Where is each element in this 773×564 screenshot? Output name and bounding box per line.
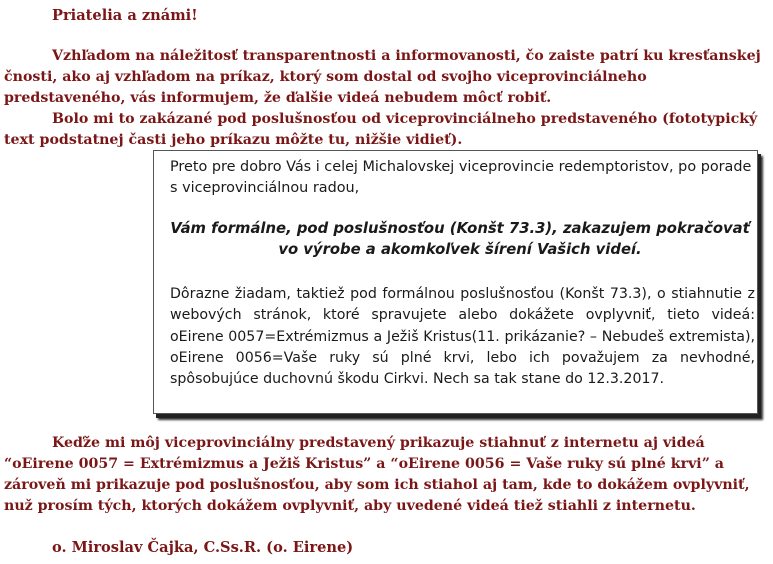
order-statement: Vám formálne, pod poslušnosťou (Konšt 73.3), zakazujem pokračovať vo výrobe a akomkoľvek šírení Vašich videí. — [170, 220, 750, 258]
scanned-order-excerpt — [153, 150, 758, 414]
paragraph-request: Keďže mi môj viceprovinciálny predstavený prikazuje stiahnuť z internetu aj videá “oEirene 0057 = Extrémizmus a Ježiš Kristus” a “oEirene 0056 = Vaše ruky sú plné krvi” a zároveň mi prikazuje pod poslušnosťou, aby som ich stiahol aj tam, kde to dokážem ovplyvniť, nuž prosím tých, ktorých dokážem ovplyvniť, aby uvedené videá tiež stiahli z internetu. — [4, 435, 750, 514]
greeting: Priatelia a známi! — [52, 7, 198, 24]
paragraph-prohibition: Bolo mi to zakázané pod poslušnosťou od viceprovinciálneho predstaveného (fototypický text podstatnej časti jeho príkazu môžte tu, nižšie vidieť). — [4, 111, 758, 148]
order-request: Dôrazne žiadam, taktiež pod formálnou poslušnosťou (Konšt 73.3), o stiahnutie z webových stránok, ktoré spravujete alebo dokážete ovplyvniť, tieto videá: oEirene 0057=Extrémizmus a Ježiš Kristus(11. prikázanie? – Nebudeš extremista), oEirene 0056=Vaše ruky sú plné krvi, lebo ich považujem za nevhodné, spôsobujúce duchovnú škodu Cirkvi. Nech sa tak stane do 12.3.2017. — [170, 286, 755, 388]
signature: o. Miroslav Čajka, C.Ss.R. (o. Eirene) — [52, 539, 354, 556]
paragraph-transparency: Vzhľadom na náležitosť transparentnosti a informovanosti, čo zaiste patrí ku kresťanskej čnosti, ako aj vzhľadom na príkaz, ktorý som dostal od svojho viceprovinciálneho predstaveného, vás informujem, že ďalšie videá nebudem môcť robiť. — [4, 48, 761, 106]
order-intro: Preto pre dobro Vás i celej Michalovskej viceprovincie redemptoristov, po porade s viceprovinciálnou radou, — [170, 159, 752, 196]
